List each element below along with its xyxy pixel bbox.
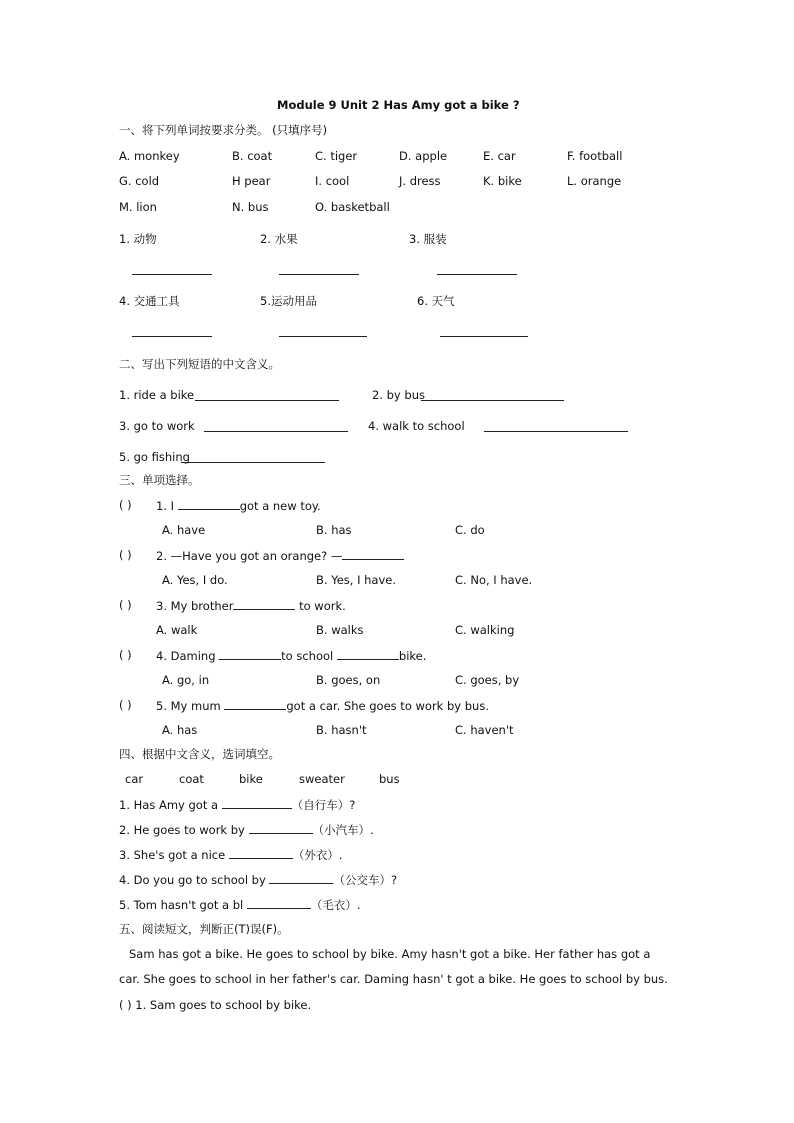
answer-paren-q1[interactable]: ( )	[119, 498, 132, 512]
category-sports: 5.运动用品	[260, 294, 317, 308]
fill-item-3-hint: （外衣）.	[292, 848, 343, 862]
category-transport: 4. 交通工具	[119, 294, 180, 308]
question-3-post: to work.	[295, 599, 346, 613]
word-lion: M. lion	[119, 200, 157, 214]
answer-paren-q4[interactable]: ( )	[119, 648, 132, 662]
word-apple: D. apple	[399, 149, 448, 163]
answer-paren-q2[interactable]: ( )	[119, 548, 132, 562]
fill-item-2-hint: （小汽车）.	[312, 823, 374, 837]
fill-item-5-text: 5. Tom hasn't got a bl	[119, 898, 247, 912]
fill-item-1-text: 1. Has Amy got a	[119, 798, 222, 812]
answer-line-phrase-1[interactable]	[195, 400, 339, 401]
answer-line-fruits[interactable]	[279, 274, 359, 275]
passage-line-1: Sam has got a bike. He goes to school by bike. Amy hasn't got a bike. Her father has got a	[129, 947, 651, 961]
answer-line-sports[interactable]	[279, 336, 367, 337]
blank-fill-4[interactable]	[269, 872, 333, 884]
word-dress: J. dress	[399, 174, 441, 188]
category-fruits: 2. 水果	[260, 232, 298, 246]
word-football: F. football	[567, 149, 623, 163]
passage-line-2: car. She goes to school in her father's car. Daming hasn' t got a bike. He goes to school by bus.	[119, 972, 668, 986]
question-5-post: got a car. She goes to work by bus.	[286, 699, 489, 713]
question-1-post: got a new toy.	[239, 499, 321, 513]
answer-line-weather[interactable]	[440, 336, 528, 337]
fill-item-3-text: 3. She's got a nice	[119, 848, 229, 862]
answer-line-phrase-3[interactable]	[204, 431, 348, 432]
category-clothes: 3. 服装	[409, 232, 447, 246]
part5-heading: 五、阅读短文，判断正(T)误(F)。	[119, 922, 289, 936]
option-q3-a[interactable]: A. walk	[156, 623, 198, 637]
phrase-ride-a-bike: 1. ride a bike	[119, 388, 195, 402]
part1-heading: 一、将下列单词按要求分类。 (只填序号)	[119, 123, 328, 137]
word-bank-bike: bike	[239, 772, 263, 786]
answer-paren-q3[interactable]: ( )	[119, 598, 132, 612]
word-cool: I. cool	[315, 174, 350, 188]
word-bus: N. bus	[232, 200, 269, 214]
answer-line-phrase-4[interactable]	[484, 431, 628, 432]
option-q5-c[interactable]: C. haven't	[455, 723, 514, 737]
option-q1-c[interactable]: C. do	[455, 523, 485, 537]
fill-item-1-hint: （自行车）?	[291, 798, 356, 812]
option-q1-a[interactable]: A. have	[162, 523, 206, 537]
question-3-pre: 3. My brother	[156, 599, 234, 613]
part2-heading: 二、写出下列短语的中文含义。	[119, 357, 280, 371]
question-2	[156, 548, 404, 563]
answer-line-animals[interactable]	[132, 274, 212, 275]
word-cold: G. cold	[119, 174, 160, 188]
judge-question-1[interactable]: ( ) 1. Sam goes to school by bike.	[119, 998, 312, 1012]
blank-q4-a[interactable]	[219, 648, 281, 660]
word-bike: K. bike	[483, 174, 522, 188]
option-q5-a[interactable]: A. has	[162, 723, 198, 737]
option-q3-b[interactable]: B. walks	[316, 623, 364, 637]
option-q4-a[interactable]: A. go, in	[162, 673, 210, 687]
blank-q1[interactable]	[178, 498, 240, 510]
fill-item-2	[119, 822, 374, 837]
option-q2-a[interactable]: A. Yes, I do.	[162, 573, 228, 587]
question-2-pre: 2. —Have you got an orange? —	[156, 549, 343, 563]
question-4-pre: 4. Daming	[156, 649, 220, 663]
blank-q2[interactable]	[342, 548, 404, 560]
question-4-mid: to school	[281, 649, 337, 663]
question-4	[156, 648, 426, 663]
blank-q3[interactable]	[233, 598, 295, 610]
phrase-go-to-work: 3. go to work	[119, 419, 195, 433]
word-pear: H pear	[232, 174, 271, 188]
answer-line-phrase-2[interactable]	[421, 400, 564, 401]
fill-item-2-text: 2. He goes to work by	[119, 823, 249, 837]
answer-paren-q5[interactable]: ( )	[119, 698, 132, 712]
option-q2-b[interactable]: B. Yes, I have.	[316, 573, 396, 587]
option-q2-c[interactable]: C. No, I have.	[455, 573, 533, 587]
fill-item-4-hint: （公交车）?	[333, 873, 398, 887]
word-car: E. car	[483, 149, 516, 163]
question-1	[156, 498, 321, 513]
phrase-walk-to-school: 4. walk to school	[368, 419, 465, 433]
option-q5-b[interactable]: B. hasn't	[316, 723, 367, 737]
blank-fill-1[interactable]	[222, 797, 292, 809]
fill-item-3	[119, 847, 343, 862]
part3-heading: 三、单项选择。	[119, 473, 200, 487]
fill-item-5	[119, 897, 361, 912]
option-q4-b[interactable]: B. goes, on	[316, 673, 381, 687]
fill-item-5-hint: （毛衣）.	[310, 898, 361, 912]
option-q4-c[interactable]: C. goes, by	[455, 673, 520, 687]
answer-line-phrase-5[interactable]	[181, 462, 325, 463]
fill-item-4	[119, 872, 397, 887]
option-q1-b[interactable]: B. has	[316, 523, 352, 537]
option-q3-c[interactable]: C. walking	[455, 623, 515, 637]
word-monkey: A. monkey	[119, 149, 180, 163]
question-4-post: bike.	[398, 649, 427, 663]
question-5	[156, 698, 489, 713]
fill-item-4-text: 4. Do you go to school by	[119, 873, 270, 887]
question-5-pre: 5. My mum	[156, 699, 225, 713]
blank-q5[interactable]	[224, 698, 286, 710]
word-bank-car: car	[125, 772, 144, 786]
answer-line-clothes[interactable]	[437, 274, 517, 275]
word-bank-sweater: sweater	[299, 772, 345, 786]
category-weather: 6. 天气	[417, 294, 455, 308]
word-bank-coat: coat	[179, 772, 204, 786]
page-title: Module 9 Unit 2 Has Amy got a bike ?	[277, 98, 520, 112]
answer-line-transport[interactable]	[132, 336, 212, 337]
word-basketball: O. basketball	[315, 200, 390, 214]
fill-item-1	[119, 797, 355, 812]
word-orange: L. orange	[567, 174, 622, 188]
blank-fill-5[interactable]	[247, 897, 311, 909]
question-3	[156, 598, 346, 613]
word-coat: B. coat	[232, 149, 273, 163]
blank-fill-2[interactable]	[249, 822, 313, 834]
question-1-pre: 1. I	[156, 499, 178, 513]
blank-fill-3[interactable]	[229, 847, 293, 859]
word-tiger: C. tiger	[315, 149, 358, 163]
blank-q4-b[interactable]	[337, 648, 399, 660]
word-bank-bus: bus	[379, 772, 400, 786]
part4-heading: 四、根据中文含义，选词填空。	[119, 747, 280, 761]
phrase-by-bus: 2. by bus	[372, 388, 425, 402]
phrase-go-fishing: 5. go fishing	[119, 450, 190, 464]
category-animals: 1. 动物	[119, 232, 157, 246]
